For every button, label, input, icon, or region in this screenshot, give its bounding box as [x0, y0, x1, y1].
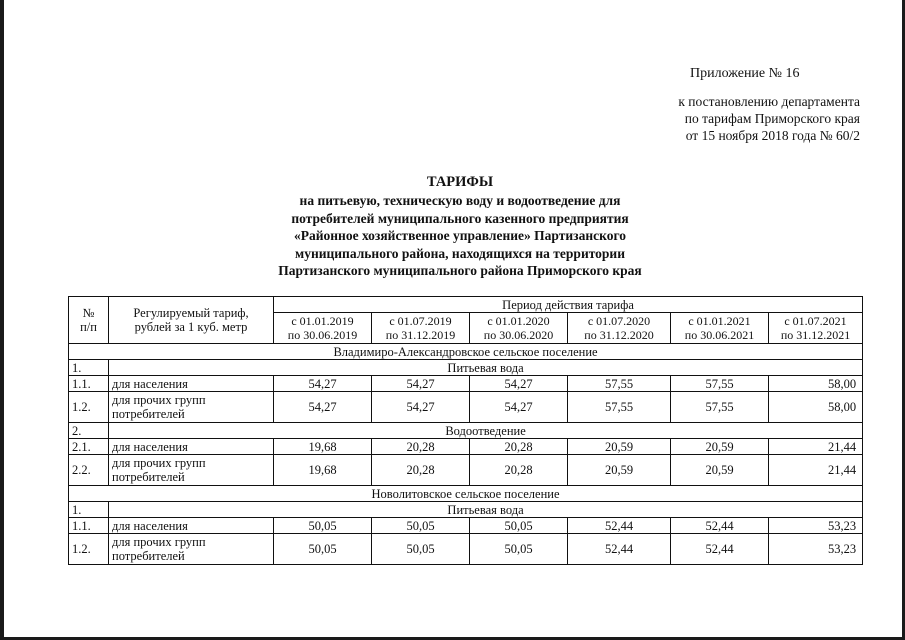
tariff-value: 20,59 — [568, 439, 671, 455]
tariff-value: 20,28 — [470, 455, 568, 486]
period-header: с 01.01.2020 по 30.06.2020 — [470, 313, 568, 344]
row-label: для населения — [109, 376, 274, 392]
appendix-title: Приложение № 16 — [690, 66, 800, 81]
section-name: Водоотведение — [109, 423, 863, 439]
appendix-line: по тарифам Приморского края — [684, 111, 860, 126]
section-name: Питьевая вода — [109, 360, 863, 376]
tariff-table — [68, 296, 863, 565]
tariff-value: 21,44 — [769, 439, 863, 455]
row-label: для прочих групп потребителей — [109, 392, 274, 423]
table-row — [69, 534, 863, 565]
period-header: с 01.07.2020 по 31.12.2020 — [568, 313, 671, 344]
tariff-value: 54,27 — [470, 376, 568, 392]
table-row — [69, 376, 863, 392]
tariff-value: 50,05 — [372, 518, 470, 534]
period-header: с 01.01.2019 по 30.06.2019 — [274, 313, 372, 344]
table-header-row — [69, 297, 863, 313]
tariff-value: 58,00 — [769, 392, 863, 423]
period-header: с 01.07.2019 по 31.12.2019 — [372, 313, 470, 344]
tariff-value: 54,27 — [274, 392, 372, 423]
subheading-line: на питьевую, техническую воду и водоотведение для — [299, 193, 621, 208]
tariff-value: 21,44 — [769, 455, 863, 486]
settlement-row — [69, 344, 863, 360]
section-row — [69, 360, 863, 376]
tariff-value: 54,27 — [372, 376, 470, 392]
row-label: для населения — [109, 439, 274, 455]
section-number: 1. — [69, 502, 109, 518]
row-label: для прочих групп потребителей — [109, 455, 274, 486]
subheading-line: «Районное хозяйственное управление» Партизанского — [294, 228, 626, 243]
row-number: 1.1. — [69, 376, 109, 392]
tariff-value: 50,05 — [372, 534, 470, 565]
tariff-value: 20,28 — [372, 455, 470, 486]
tariff-value: 58,00 — [769, 376, 863, 392]
tariff-value: 53,23 — [769, 518, 863, 534]
tariff-value: 53,23 — [769, 534, 863, 565]
row-number: 1.1. — [69, 518, 109, 534]
period-header: с 01.01.2021 по 30.06.2021 — [671, 313, 769, 344]
row-number: 2.1. — [69, 439, 109, 455]
tariff-value: 52,44 — [671, 534, 769, 565]
appendix-reference — [620, 93, 860, 144]
settlement-name: Новолитовское сельское поселение — [69, 486, 863, 502]
scan-edge-left — [0, 0, 4, 640]
table-row — [69, 518, 863, 534]
tariff-value: 50,05 — [274, 534, 372, 565]
section-row — [69, 502, 863, 518]
settlement-name: Владимиро-Александровское сельское поселение — [69, 344, 863, 360]
tariff-value: 50,05 — [274, 518, 372, 534]
row-number: 1.2. — [69, 392, 109, 423]
column-header-tariff: Регулируемый тариф, рублей за 1 куб. метр — [109, 297, 274, 344]
table-row — [69, 455, 863, 486]
section-row — [69, 423, 863, 439]
tariff-value: 50,05 — [470, 518, 568, 534]
tariff-value: 19,68 — [274, 455, 372, 486]
tariff-value: 19,68 — [274, 439, 372, 455]
settlement-row — [69, 486, 863, 502]
row-number: 2.2. — [69, 455, 109, 486]
row-label: для прочих групп потребителей — [109, 534, 274, 565]
appendix-line: к постановлению департамента — [678, 94, 860, 109]
table-row — [69, 392, 863, 423]
period-header: с 01.07.2021 по 31.12.2021 — [769, 313, 863, 344]
section-number: 2. — [69, 423, 109, 439]
tariff-value: 20,59 — [671, 455, 769, 486]
document-subheading — [170, 192, 750, 280]
tariff-value: 54,27 — [470, 392, 568, 423]
tariff-value: 54,27 — [372, 392, 470, 423]
tariff-value: 50,05 — [470, 534, 568, 565]
section-name: Питьевая вода — [109, 502, 863, 518]
tariff-value: 52,44 — [671, 518, 769, 534]
tariff-value: 57,55 — [568, 392, 671, 423]
tariff-value: 54,27 — [274, 376, 372, 392]
tariff-value: 57,55 — [671, 376, 769, 392]
row-label: для населения — [109, 518, 274, 534]
tariff-value: 57,55 — [568, 376, 671, 392]
tariff-value: 20,28 — [470, 439, 568, 455]
column-header-period: Период действия тарифа — [274, 297, 863, 313]
tariff-value: 52,44 — [568, 518, 671, 534]
section-number: 1. — [69, 360, 109, 376]
tariff-value: 20,59 — [671, 439, 769, 455]
document-heading: ТАРИФЫ — [426, 174, 494, 190]
subheading-line: потребителей муниципального казенного предприятия — [291, 210, 629, 226]
subheading-line: Партизанского муниципального района Приморского края — [278, 263, 642, 278]
column-header-number: № п/п — [69, 297, 109, 344]
appendix-line: от 15 ноября 2018 года № 60/2 — [685, 128, 860, 143]
tariff-value: 52,44 — [568, 534, 671, 565]
tariff-value: 20,28 — [372, 439, 470, 455]
table-row — [69, 439, 863, 455]
tariff-value: 20,59 — [568, 455, 671, 486]
row-number: 1.2. — [69, 534, 109, 565]
subheading-line: муниципального района, находящихся на территории — [295, 245, 625, 261]
tariff-value: 57,55 — [671, 392, 769, 423]
